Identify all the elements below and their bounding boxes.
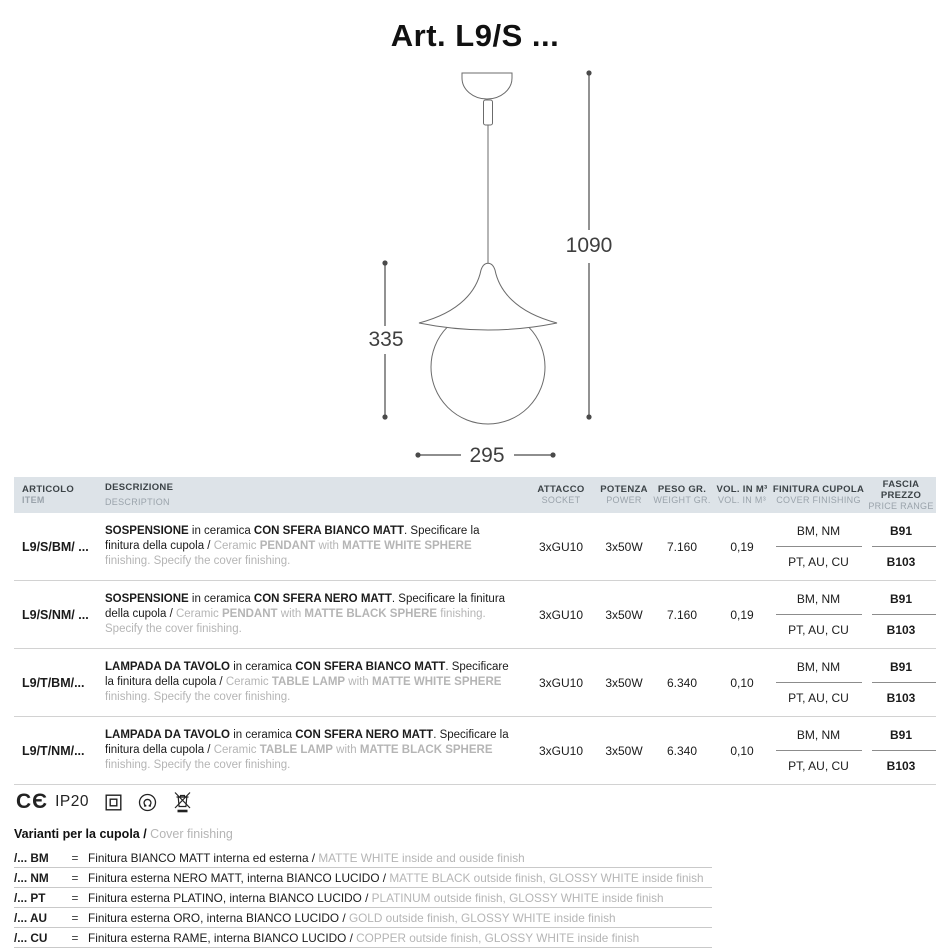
header-finitura: FINITURA CUPOLA COVER FINISHING bbox=[772, 484, 865, 505]
finish-codes: BM, NM bbox=[796, 524, 841, 538]
price-range: B103 bbox=[886, 759, 916, 773]
equals-sign: = bbox=[71, 850, 79, 865]
variants-heading: Varianti per la cupola / Cover finishing bbox=[14, 827, 233, 841]
power-value: 3x50W bbox=[605, 675, 643, 690]
finish-option-row bbox=[771, 615, 936, 645]
weight-value: 6.340 bbox=[666, 743, 698, 758]
cupola-shape bbox=[419, 263, 557, 330]
equals-sign: = bbox=[71, 870, 79, 885]
socket-value: 3xGU10 bbox=[538, 743, 584, 758]
table-row bbox=[14, 649, 936, 717]
variant-code: /... NM bbox=[14, 870, 49, 885]
variant-row bbox=[14, 888, 712, 908]
header-potenza: POTENZA POWER bbox=[600, 484, 648, 505]
finish-codes: BM, NM bbox=[796, 592, 841, 606]
ceiling-canopy-shape bbox=[462, 73, 512, 99]
finish-price-cell bbox=[771, 584, 936, 645]
finish-price-cell bbox=[771, 652, 936, 713]
header-articolo: ARTICOLO ITEM bbox=[22, 484, 75, 505]
price-range: B103 bbox=[886, 691, 916, 705]
variant-code: /... AU bbox=[14, 910, 47, 925]
variant-description: Finitura esterna PLATINO, interna BIANCO LUCIDO / PLATINUM outside finish, GLOSSY WHITE inside finish bbox=[88, 890, 664, 905]
finish-codes: PT, AU, CU bbox=[788, 555, 849, 569]
header-descrizione: DESCRIZIONE DESCRIPTION bbox=[105, 482, 174, 507]
equals-sign: = bbox=[71, 890, 79, 905]
dim-endpoint-dot bbox=[586, 70, 591, 75]
price-range: B91 bbox=[889, 524, 912, 538]
variant-row bbox=[14, 928, 712, 948]
price-range: B103 bbox=[886, 623, 916, 637]
weight-value: 7.160 bbox=[666, 607, 698, 622]
dim-endpoint-dot bbox=[382, 260, 387, 265]
ce-mark-icon: CЄ bbox=[16, 790, 49, 813]
finish-option-row bbox=[771, 547, 936, 577]
table-row bbox=[14, 717, 936, 785]
volume-value: 0,19 bbox=[730, 607, 754, 622]
item-description: LAMPADA DA TAVOLO in ceramica CON SFERA NERO MATT. Specificare la finitura della cupola / Ceramic TABLE LAMP with MATTE BLACK SPHERE finishing. Specify the cover finishing. bbox=[105, 729, 509, 771]
power-value: 3x50W bbox=[605, 743, 643, 758]
dim-endpoint-dot bbox=[550, 452, 555, 457]
dim-width-label: 295 bbox=[469, 444, 505, 467]
variant-description: Finitura BIANCO MATT interna ed esterna / MATTE WHITE inside and ouside finish bbox=[88, 850, 525, 865]
variant-description: Finitura esterna NERO MATT, interna BIANCO LUCIDO / MATTE BLACK outside finish, GLOSSY WHITE inside finish bbox=[88, 870, 704, 885]
finish-option-row bbox=[771, 751, 936, 781]
table-row bbox=[14, 581, 936, 649]
socket-value: 3xGU10 bbox=[538, 607, 584, 622]
cord-grip-shape bbox=[484, 100, 493, 125]
weight-value: 7.160 bbox=[666, 539, 698, 554]
socket-value: 3xGU10 bbox=[538, 539, 584, 554]
finish-codes: BM, NM bbox=[796, 660, 841, 674]
volume-value: 0,10 bbox=[730, 743, 754, 758]
finish-price-cell bbox=[771, 516, 936, 577]
variant-row bbox=[14, 868, 712, 888]
header-attacco: ATTACCO SOCKET bbox=[537, 484, 585, 505]
equals-sign: = bbox=[71, 930, 79, 945]
variants-section bbox=[14, 827, 712, 948]
variant-description: Finitura esterna ORO, interna BIANCO LUCIDO / GOLD outside finish, GLOSSY WHITE inside finish bbox=[88, 910, 616, 925]
item-code: L9/S/NM/ ... bbox=[22, 607, 89, 622]
item-description: SOSPENSIONE in ceramica CON SFERA BIANCO MATT. Specificare la finitura della cupola / Ceramic PENDANT with MATTE WHITE SPHERE finishing. Specify the cover finishing. bbox=[105, 525, 480, 567]
finish-option-row bbox=[771, 652, 936, 682]
finish-codes: BM, NM bbox=[796, 728, 841, 742]
dim-total-height-label: 1090 bbox=[565, 234, 613, 257]
volume-value: 0,19 bbox=[730, 539, 754, 554]
finish-price-cell bbox=[771, 720, 936, 781]
finish-option-row bbox=[771, 516, 936, 546]
equals-sign: = bbox=[71, 910, 79, 925]
finish-codes: PT, AU, CU bbox=[788, 691, 849, 705]
finish-codes: PT, AU, CU bbox=[788, 759, 849, 773]
item-code: L9/T/NM/... bbox=[22, 743, 85, 758]
class-ii-insulation-icon bbox=[105, 794, 122, 811]
table-header-row bbox=[14, 477, 936, 513]
item-description: SOSPENSIONE in ceramica CON SFERA NERO MATT. Specificare la finitura della cupola / Ceramic PENDANT with MATTE BLACK SPHERE finishing. Specify the cover finishing. bbox=[105, 593, 506, 635]
variant-code: /... BM bbox=[14, 850, 49, 865]
item-code: L9/T/BM/... bbox=[22, 675, 85, 690]
page-title: Art. L9/S ... bbox=[390, 18, 560, 53]
socket-value: 3xGU10 bbox=[538, 675, 584, 690]
price-range: B103 bbox=[886, 555, 916, 569]
item-description: LAMPADA DA TAVOLO in ceramica CON SFERA BIANCO MATT. Specificare la finitura della cupola / Ceramic TABLE LAMP with MATTE WHITE SPHERE finishing. Specify the cover finishing. bbox=[105, 661, 509, 703]
price-range: B91 bbox=[889, 592, 912, 606]
header-volume: VOL. IN M³ VOL. IN M³ bbox=[716, 484, 768, 505]
dim-endpoint-dot bbox=[586, 414, 591, 419]
lamp-technical-drawing bbox=[0, 60, 950, 470]
certification-marks bbox=[16, 789, 192, 815]
power-value: 3x50W bbox=[605, 539, 643, 554]
table-row bbox=[14, 513, 936, 581]
variant-code: /... PT bbox=[14, 890, 46, 905]
dim-body-height-label: 335 bbox=[368, 328, 404, 351]
header-fascia: FASCIA PREZZO PRICE RANGE bbox=[868, 478, 934, 511]
lamp-in-circle-icon bbox=[138, 793, 157, 812]
variant-description: Finitura esterna RAME, interna BIANCO LUCIDO / COPPER outside finish, GLOSSY WHITE inside finish bbox=[88, 930, 640, 945]
power-value: 3x50W bbox=[605, 607, 643, 622]
ip-rating-label: IP20 bbox=[55, 793, 89, 810]
dim-endpoint-dot bbox=[415, 452, 420, 457]
dim-endpoint-dot bbox=[382, 414, 387, 419]
spec-table bbox=[14, 477, 936, 785]
volume-value: 0,10 bbox=[730, 675, 754, 690]
variant-code: /... CU bbox=[14, 930, 48, 945]
price-range: B91 bbox=[889, 660, 912, 674]
weee-crossed-bin-icon bbox=[173, 790, 192, 814]
finish-option-row bbox=[771, 683, 936, 713]
price-range: B91 bbox=[889, 728, 912, 742]
weight-value: 6.340 bbox=[666, 675, 698, 690]
finish-codes: PT, AU, CU bbox=[788, 623, 849, 637]
header-peso: PESO GR. WEIGHT GR. bbox=[653, 484, 711, 505]
variant-row bbox=[14, 848, 712, 868]
finish-option-row bbox=[771, 584, 936, 614]
variant-row bbox=[14, 908, 712, 928]
item-code: L9/S/BM/ ... bbox=[22, 539, 89, 554]
finish-option-row bbox=[771, 720, 936, 750]
